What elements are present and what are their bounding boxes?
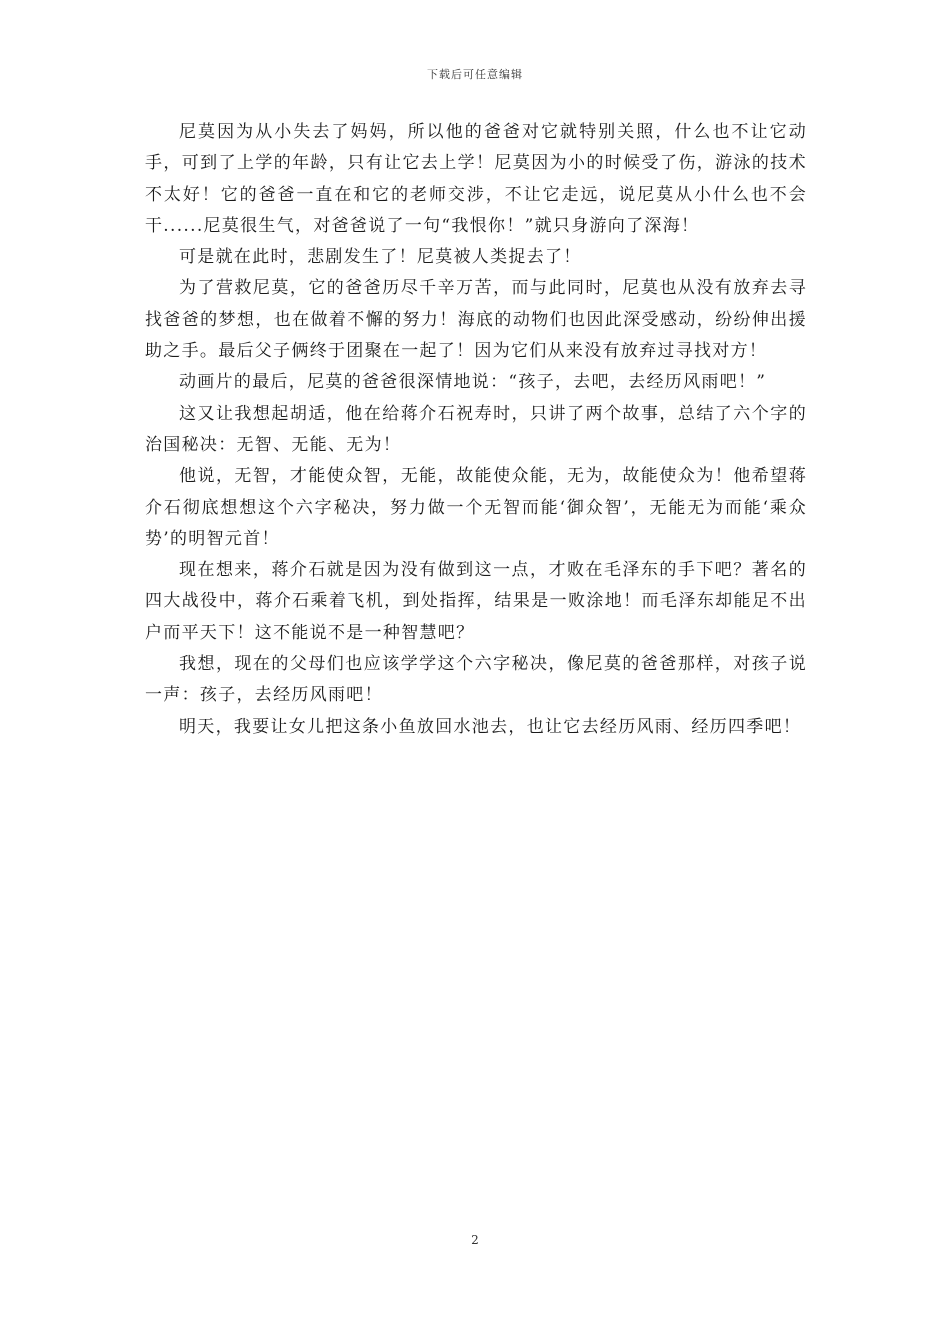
paragraph: 明天，我要让女儿把这条小鱼放回水池去，也让它去经历风雨、经历四季吧！: [179, 716, 802, 737]
paragraph: 我想，现在的父母们也应该学学这个六字秘决，像尼莫的爸爸那样，对孩子说一声：孩子，去经历风雨吧！: [145, 654, 807, 706]
paragraph: 可是就在此时，悲剧发生了！尼莫被人类捉去了！: [179, 247, 582, 268]
page-number: 2: [471, 1233, 479, 1247]
document-body: [145, 117, 807, 743]
page-header: 下载后可任意编辑: [427, 68, 523, 81]
paragraph: 现在想来，蒋介石就是因为没有做到这一点，才败在毛泽东的手下吧？著名的四大战役中，蒋介石乘着飞机，到处指挥，结果是一败涂地！而毛泽东却能足不出户而平天下！这不能说不是一种智慧吧？: [145, 560, 807, 643]
paragraph: 为了营救尼莫，它的爸爸历尽千辛万苦，而与此同时，尼莫也从没有放弃去寻找爸爸的梦想，也在做着不懈的努力！海底的动物们也因此深受感动，纷纷伸出援助之手。最后父子俩终于团聚在一起了！因为它们从来没有放弃过寻找对方！: [145, 278, 807, 362]
paragraph: 这又让我想起胡适，他在给蒋介石祝寿时，只讲了两个故事，总结了六个字的治国秘决：无智、无能、无为！: [145, 403, 807, 455]
paragraph: 他说，无智，才能使众智，无能，故能使众能，无为，故能使众为！他希望蒋介石彻底想想这个六字秘决，努力做一个无智而能‘御众智’，无能无为而能‘乘众势’的明智元首！: [145, 466, 807, 549]
paragraph: 动画片的最后，尼莫的爸爸很深情地说：“孩子，去吧，去经历风雨吧！”: [179, 372, 767, 393]
paragraph: 尼莫因为从小失去了妈妈，所以他的爸爸对它就特别关照，什么也不让它动手，可到了上学的年龄，只有让它去上学！尼莫因为小的时候受了伤，游泳的技术不太好！它的爸爸一直在和它的老师交涉，不让它走远，说尼莫从小什么也不会干......尼莫很生气，对爸爸说了一句“我恨你！”就只身游向了深海！: [145, 122, 807, 236]
